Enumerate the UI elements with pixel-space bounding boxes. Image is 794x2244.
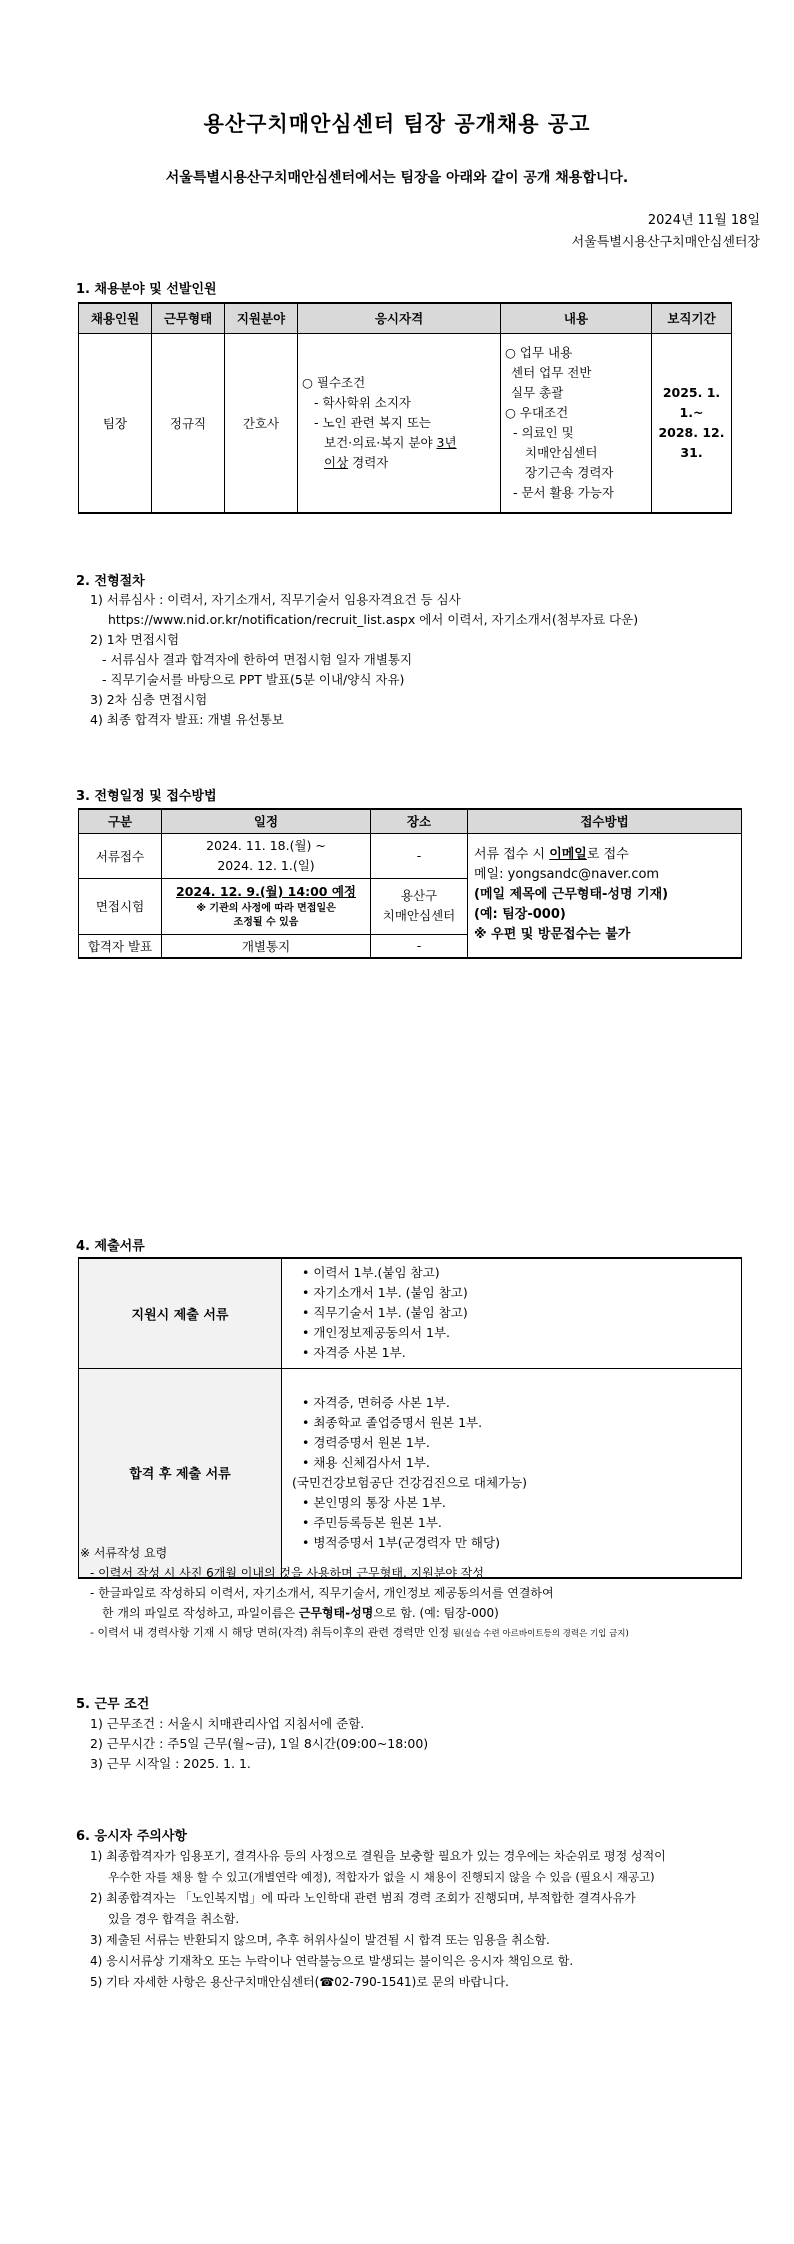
method-line: (예: 팀장-000) [474, 907, 566, 923]
qual-line: 이상 경력자 [324, 454, 389, 470]
process-line: 3) 2차 심층 면접시험 [90, 692, 208, 707]
doc-item: • 자기소개서 1부. (붙임 참고) [302, 1283, 737, 1303]
content-line: - 문서 활용 가능자 [513, 484, 614, 500]
content-line: ○ 우대조건 [505, 404, 569, 420]
process-list [90, 590, 638, 730]
notice-line: 우수한 자를 채용 할 수 있고(개별연락 예정), 적합자가 없을 시 채용이 진행되지 않을 수 있음 (필요시 재공고) [108, 1870, 655, 1884]
section-6-heading: 6. 응시자 주의사항 [76, 1829, 187, 1844]
process-line: - 직무기술서를 바탕으로 PPT 발표(5분 이내/양식 자유) [102, 672, 405, 687]
method-line: ※ 우편 및 방문접수는 불가 [474, 927, 631, 943]
cell-content [501, 333, 652, 513]
row-docs-schedule: 2024. 11. 18.(월) ~ 2024. 12. 1.(일) [162, 833, 371, 878]
pass-docs-label: 합격 후 제출 서류 [79, 1368, 282, 1578]
doc-item: • 주민등록등본 원본 1부. [302, 1513, 737, 1533]
notice-line: 1) 최종합격자가 임용포기, 결격사유 등의 사정으로 결원을 보충할 필요가 있는 경우에는 차순위로 평정 성적이 [90, 1849, 666, 1863]
issue-info [572, 210, 760, 254]
guide-line: 한 개의 파일로 작성하고, 파일이름은 근무형태-성명으로 함. (예: 팀장-000) [102, 1606, 499, 1620]
notice-line: 3) 제출된 서류는 반환되지 않으며, 추후 허위사실이 발견될 시 합격 또는 임용을 취소함. [90, 1933, 550, 1947]
qual-line: - 노인 관련 복지 또는 [314, 414, 432, 430]
notice-line: 있을 경우 합격을 취소함. [108, 1912, 240, 1926]
notice-line: 4) 응시서류상 기재착오 또는 누락이나 연락불능으로 발생되는 불이익은 응시자 책임으로 함. [90, 1954, 574, 1968]
doc-item: • 자격증 사본 1부. [302, 1343, 737, 1363]
recruit-table [78, 302, 732, 514]
cell-count: 팀장 [79, 333, 152, 513]
row-result-place: - [371, 934, 468, 958]
section-4-heading: 4. 제출서류 [76, 1239, 145, 1254]
process-line: - 서류심사 결과 합격자에 한하여 면접시험 일자 개별통지 [102, 652, 413, 667]
th-category: 구분 [79, 809, 162, 833]
row-result-schedule: 개별통지 [162, 934, 371, 958]
method-line: 서류 접수 시 이메일로 접수 [474, 847, 629, 863]
th-type: 근무형태 [152, 303, 225, 333]
process-line: https://www.nid.or.kr/notification/recruit_list.aspx 에서 이력서, 자기소개서(첨부자료 다운) [108, 612, 639, 627]
doc-item: • 병적증명서 1부(군경력자 만 해당) [302, 1533, 737, 1553]
section-2-heading: 2. 전형절차 [76, 574, 145, 589]
writing-guide [80, 1543, 629, 1644]
doc-item: • 채용 신체검사서 1부. [302, 1453, 737, 1473]
process-line: 2) 1차 면접시험 [90, 632, 180, 647]
apply-docs-label: 지원시 제출 서류 [79, 1258, 282, 1368]
guide-line: - 이력서 내 경력사항 기재 시 해당 면허(자격) 취득이후의 관련 경력만 인정 됨(실습 수련 아르바이트등의 경력은 기입 금지) [90, 1626, 629, 1639]
guide-title: ※ 서류작성 요령 [80, 1546, 168, 1560]
cell-period: 2025. 1. 1.~ 2028. 12. 31. [652, 333, 732, 513]
issuer: 서울특별시용산구치매안심센터장 [571, 235, 760, 250]
work-conditions [90, 1714, 428, 1774]
row-interview-type: 면접시험 [79, 878, 162, 934]
qual-line: 보건·의료·복지 분야 3년 [324, 434, 457, 450]
cell-qualification [298, 333, 501, 513]
condition-line: 3) 근무 시작일 : 2025. 1. 1. [90, 1756, 251, 1771]
method-cell [468, 833, 742, 958]
row-interview-schedule: 2024. 12. 9.(월) 14:00 예정 ※ 기관의 사정에 따라 면접일은 조정될 수 있음 [162, 878, 371, 934]
method-email: 메일: yongsandc@naver.com [474, 867, 660, 883]
condition-line: 2) 근무시간 : 주5일 근무(월~금), 1일 8시간(09:00~18:00) [90, 1736, 429, 1751]
doc-item: • 경력증명서 원본 1부. [302, 1433, 737, 1453]
page-subtitle: 서울특별시용산구치매안심센터에서는 팀장을 아래와 같이 공개 채용합니다. [165, 170, 629, 186]
process-line: 4) 최종 합격자 발표: 개별 유선통보 [90, 712, 284, 727]
section-3-heading: 3. 전형일정 및 접수방법 [76, 789, 217, 804]
section-1-heading: 1. 채용분야 및 선발인원 [76, 282, 217, 297]
apply-docs-list [282, 1258, 742, 1368]
doc-note: (국민건강보험공단 건강검진으로 대체가능) [292, 1474, 528, 1490]
cell-field: 간호사 [225, 333, 298, 513]
row-result-type: 합격자 발표 [79, 934, 162, 958]
guide-line: - 한글파일로 작성하되 이력서, 자기소개서, 직무기술서, 개인정보 제공동의서를 연결하여 [90, 1586, 554, 1600]
page-title: 용산구치매안심센터 팀장 공개채용 공고 [203, 112, 591, 136]
th-field: 지원분야 [225, 303, 298, 333]
section-5-heading: 5. 근무 조건 [76, 1697, 150, 1712]
process-line: 1) 서류심사 : 이력서, 자기소개서, 직무기술서 임용자격요건 등 심사 [90, 592, 461, 607]
schedule-table [78, 808, 742, 959]
th-schedule: 일정 [162, 809, 371, 833]
qual-title: ○ 필수조건 [302, 374, 366, 390]
doc-item: • 최종학교 졸업증명서 원본 1부. [302, 1413, 737, 1433]
doc-item: • 자격증, 면허증 사본 1부. [302, 1393, 737, 1413]
doc-item: • 이력서 1부.(붙임 참고) [302, 1263, 737, 1283]
content-line: 치매안심센터 [525, 444, 598, 460]
th-place: 장소 [371, 809, 468, 833]
th-content: 내용 [501, 303, 652, 333]
row-docs-place: - [371, 833, 468, 878]
row-docs-type: 서류접수 [79, 833, 162, 878]
row-interview-place: 용산구 치매안심센터 [371, 878, 468, 934]
notice-line: 5) 기타 자세한 사항은 용산구치매안심센터(☎02-790-1541)로 문의 바랍니다. [90, 1975, 509, 1989]
notice-line: 2) 최종합격자는 「노인복지법」에 따라 노인학대 관련 범죄 경력 조회가 진행되며, 부적합한 결격사유가 [90, 1891, 636, 1905]
th-count: 채용인원 [79, 303, 152, 333]
method-line: (메일 제목에 근무형태-성명 기재) [474, 887, 669, 903]
guide-line: - 이력서 작성 시 사진 6개월 이내의 것을 사용하며 근무형태, 지원분야 작성 [90, 1566, 484, 1580]
content-line: 장기근속 경력자 [525, 464, 614, 480]
th-qualification: 응시자격 [298, 303, 501, 333]
doc-item: • 개인정보제공동의서 1부. [302, 1323, 737, 1343]
documents-table [78, 1257, 742, 1579]
qual-line: - 학사학위 소지자 [314, 394, 411, 410]
doc-item: • 본인명의 통장 사본 1부. [302, 1493, 737, 1513]
doc-item: • 직무기술서 1부. (붙임 참고) [302, 1303, 737, 1323]
content-line: 센터 업무 전반 [511, 364, 592, 380]
th-method: 접수방법 [468, 809, 742, 833]
th-period: 보직기간 [652, 303, 732, 333]
applicant-notices [90, 1846, 750, 1993]
issue-date: 2024년 11월 18일 [647, 213, 760, 228]
content-line: 실무 총괄 [511, 384, 564, 400]
condition-line: 1) 근무조건 : 서울시 치매관리사업 지침서에 준함. [90, 1716, 365, 1731]
content-line: ○ 업무 내용 [505, 344, 573, 360]
content-line: - 의료인 및 [513, 424, 574, 440]
cell-type: 정규직 [152, 333, 225, 513]
